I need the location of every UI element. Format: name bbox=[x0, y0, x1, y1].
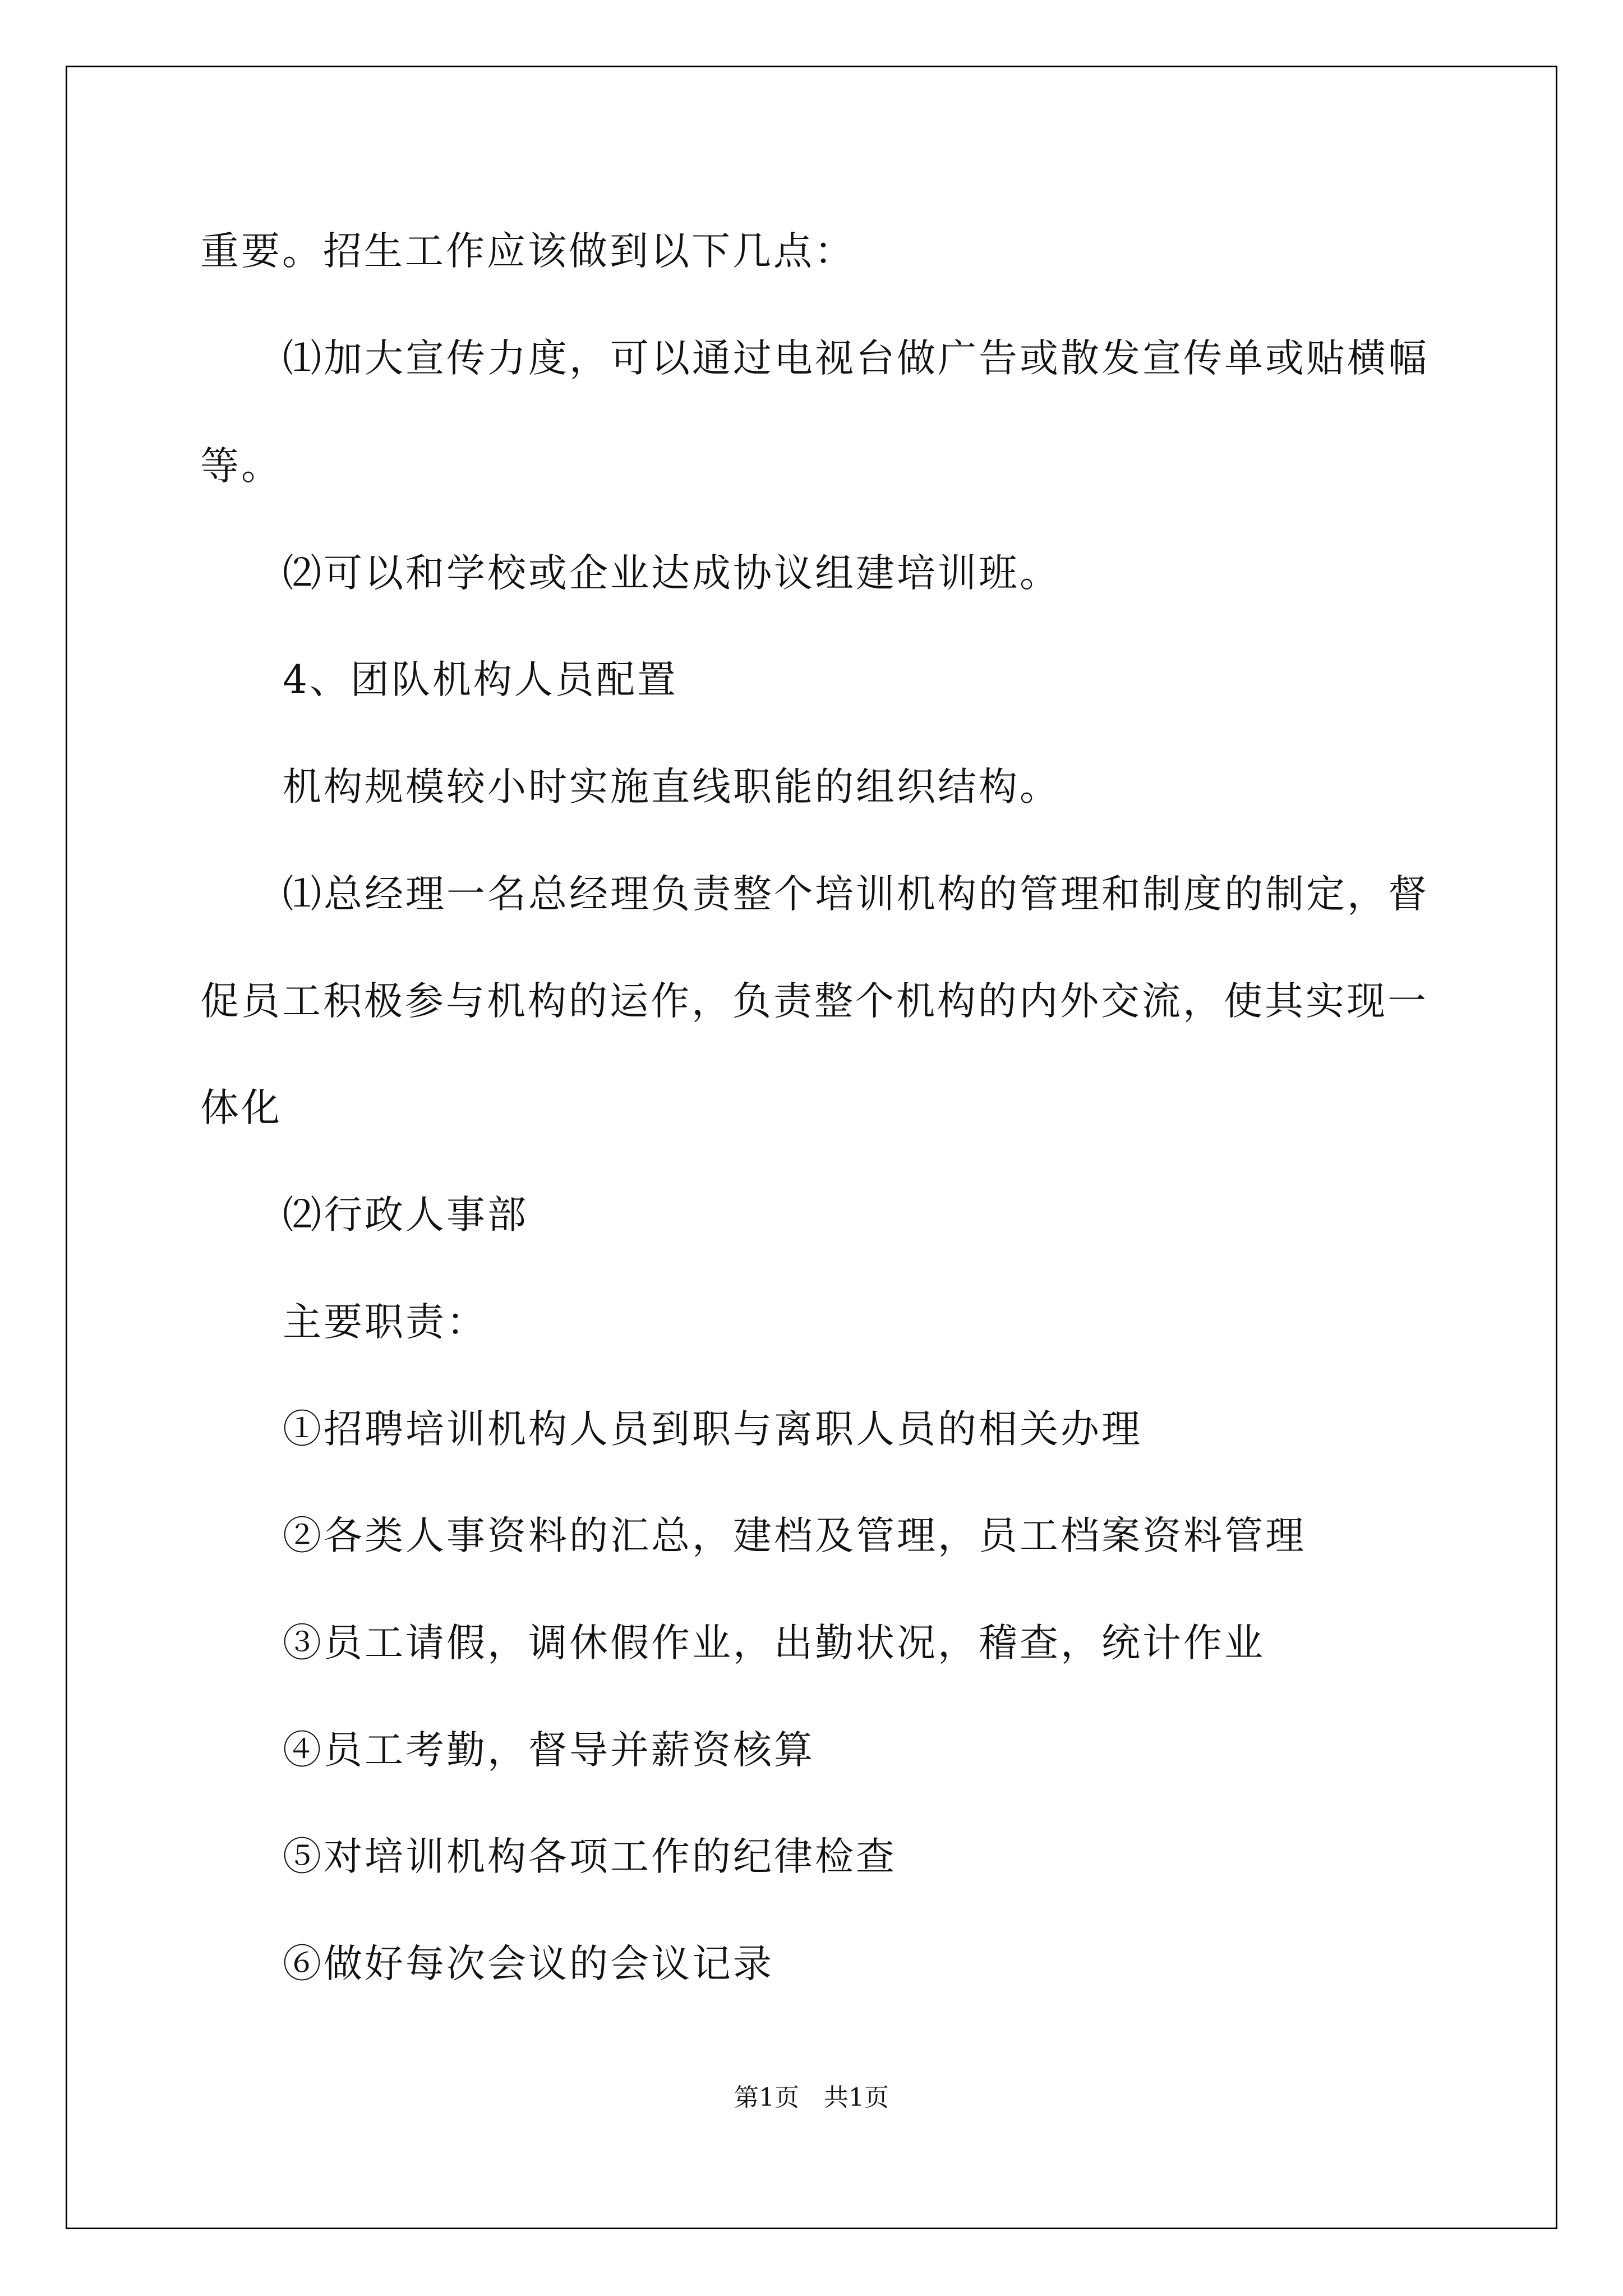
list-item-4: ④员工考勤，督导并薪资核算 bbox=[283, 1728, 815, 1773]
text-line-9: 体化 bbox=[200, 1085, 282, 1130]
list-item-5: ⑤对培训机构各项工作的纪律检查 bbox=[283, 1834, 897, 1879]
list-item-2: ②各类人事资料的汇总，建档及管理，员工档案资料管理 bbox=[283, 1513, 1306, 1558]
page-footer bbox=[0, 2081, 1623, 2115]
text-line-3: 等。 bbox=[200, 444, 282, 489]
list-item-3: ③员工请假，调休假作业，出勤状况，稽查，统计作业 bbox=[283, 1621, 1265, 1665]
page-number: 第1页 bbox=[734, 2083, 799, 2112]
text-line-8: 促员工积极参与机构的运作，负责整个机构的内外交流，使其实现一 bbox=[200, 979, 1428, 1024]
text-line-1: 重要。招生工作应该做到以下几点： bbox=[200, 229, 855, 274]
list-item-6: ⑥做好每次会议的会议记录 bbox=[283, 1941, 774, 1986]
text-line-11: 主要职责： bbox=[283, 1300, 487, 1345]
page-total: 共1页 bbox=[824, 2083, 889, 2112]
section-heading: 4、团队机构人员配置 bbox=[283, 657, 678, 702]
text-line-4: ⑵可以和学校或企业达成协议组建培训班。 bbox=[283, 551, 1061, 596]
text-line-6: 机构规模较小时实施直线职能的组织结构。 bbox=[283, 765, 1061, 809]
list-item-1: ①招聘培训机构人员到职与离职人员的相关办理 bbox=[283, 1407, 1142, 1452]
page-border bbox=[66, 66, 1557, 2229]
text-line-2: ⑴加大宣传力度，可以通过电视台做广告或散发宣传单或贴横幅 bbox=[283, 336, 1429, 381]
text-line-7: ⑴总经理一名总经理负责整个培训机构的管理和制度的制定，督 bbox=[283, 872, 1429, 917]
text-line-10: ⑵行政人事部 bbox=[283, 1193, 528, 1237]
